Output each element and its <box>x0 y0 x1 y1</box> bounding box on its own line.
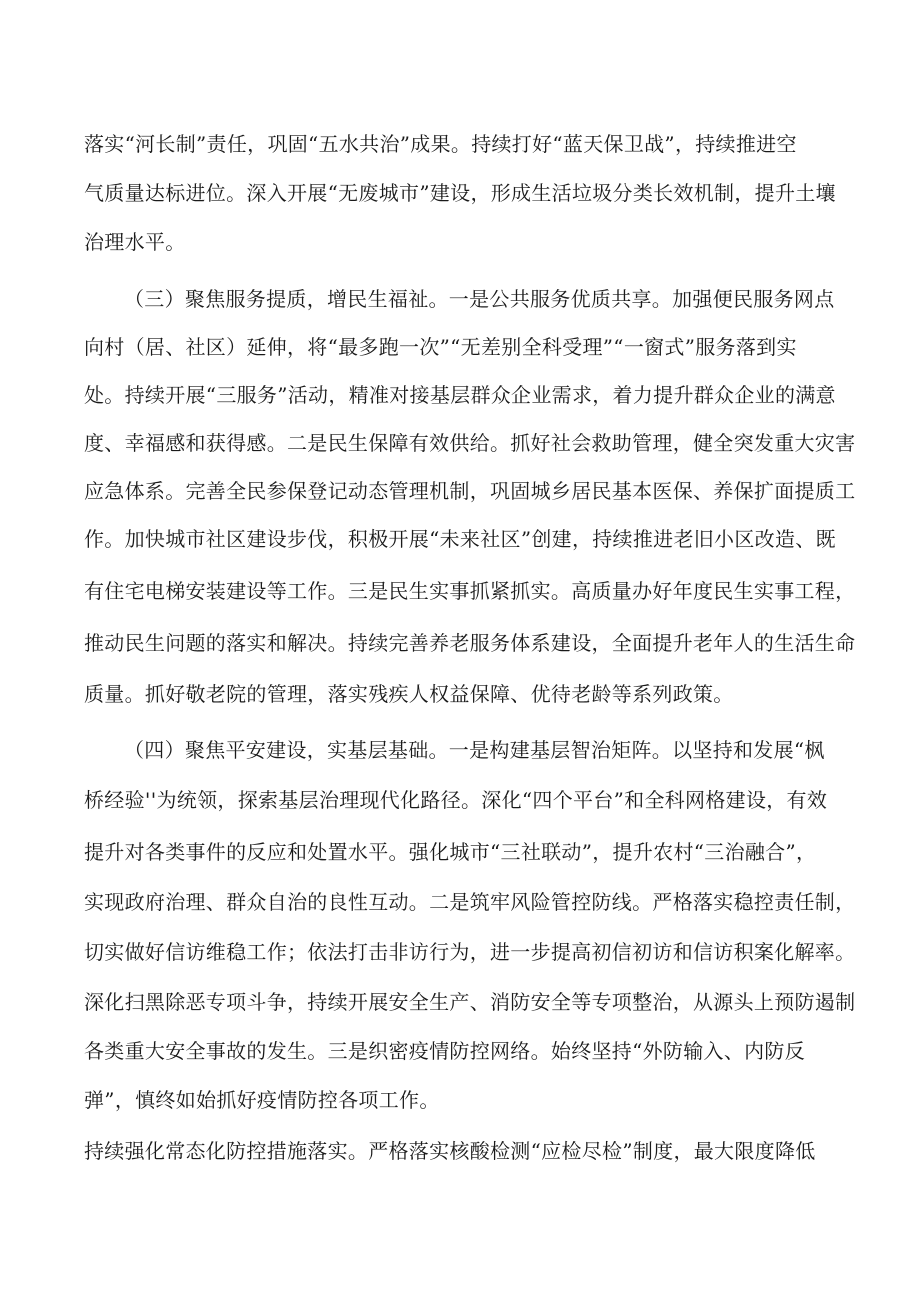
text-line: 有住宅电梯安装建设等工作。三是民生实事抓紧抓实。高质量办好年度民生实事工程， <box>84 579 856 603</box>
text-line: 持续强化常态化防控措施落实。严格落实核酸检测“应检尽检”制度，最大限度降低 <box>84 1139 816 1163</box>
text-line: 推动民生问题的落实和解决。持续完善养老服务体系建设，全面提升老年人的生活生命 <box>84 631 856 655</box>
text-line: 向村（居、社区）延伸，将“最多跑一次”“无差别全科受理”“一窗式”服务落到实 <box>84 335 797 359</box>
text-line: 处。持续开展“三服务”活动，精准对接基层群众企业需求，着力提升群众企业的满意 <box>84 383 836 407</box>
text-line: 弹”，慎终如始抓好疫情防控各项工作。 <box>84 1088 440 1112</box>
text-line: （四）聚焦平安建设，实基层基础。一是构建基层智治矩阵。以坚持和发展“枫 <box>124 738 825 762</box>
text-line: 质量。抓好敬老院的管理，落实残疾人权益保障、优待老龄等系列政策。 <box>84 682 734 706</box>
text-line: 桥经验''为统领，探索基层治理现代化路径。深化“四个平台”和全科网格建设，有效 <box>84 788 828 812</box>
text-line: 深化扫黑除恶专项斗争，持续开展安全生产、消防安全等专项整治，从源头上预防遏制 <box>84 990 856 1014</box>
text-line: 实现政府治理、群众自治的良性互动。二是筑牢风险管控防线。严格落实稳控责任制， <box>84 890 856 914</box>
text-line: 落实“河长制”责任，巩固“五水共治”成果。持续打好“蓝天保卫战”，持续推进空 <box>84 132 797 156</box>
text-line: 应急体系。完善全民参保登记动态管理机制，巩固城乡居民基本医保、养保扩面提质工 <box>84 479 856 503</box>
text-line: 切实做好信访维稳工作；依法打击非访行为，进一步提高初信初访和信访积案化解率。 <box>84 940 856 964</box>
text-line: （三）聚焦服务提质，增民生福祉。一是公共服务优质共享。加强便民服务网点 <box>124 287 835 311</box>
text-line: 提升对各类事件的反应和处置水平。强化城市“三社联动”，提升农村“三治融合”， <box>84 840 817 864</box>
text-line: 治理水平。 <box>84 230 186 254</box>
text-line: 作。加快城市社区建设步伐，积极开展“未来社区”创建，持续推进老旧小区改造、既 <box>84 527 836 551</box>
text-line: 度、幸福感和获得感。二是民生保障有效供给。抓好社会救助管理，健全突发重大灾害 <box>84 431 856 455</box>
text-line: 气质量达标进位。深入开展“无废城市”建设，形成生活垃圾分类长效机制，提升土壤 <box>84 181 836 205</box>
text-line: 各类重大安全事故的发生。三是织密疫情防控网络。始终坚持“外防输入、内防反 <box>84 1039 806 1063</box>
